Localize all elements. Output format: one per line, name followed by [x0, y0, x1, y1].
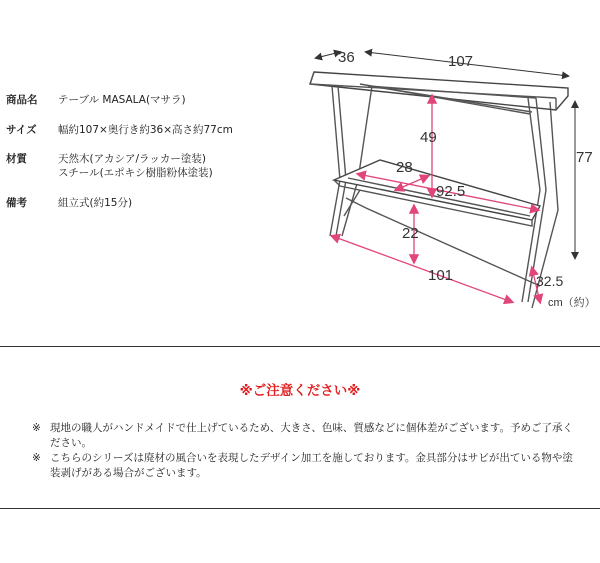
notice-item	[32, 451, 580, 481]
spec-label: 材質	[6, 153, 27, 165]
notice-item	[32, 421, 580, 451]
notice-mark: ※	[32, 452, 41, 464]
dim-depth: 36	[338, 49, 355, 66]
dim-height: 77	[576, 149, 593, 166]
dim-shelf-height: 22	[402, 225, 419, 242]
notice-text: 現地の職人がハンドメイドで仕上げているため、大きさ、色味、質感などに個体差がございます。予めご了承ください。	[50, 422, 574, 449]
spec-label: 商品名	[6, 94, 38, 106]
spec-value: 天然木(アカシア/ラッカー塗装)	[58, 153, 206, 165]
spec-label: サイズ	[6, 124, 37, 136]
dim-width: 107	[448, 53, 474, 70]
table-dimension-diagram	[300, 40, 600, 330]
dim-bottom-depth: 32.5	[536, 273, 564, 289]
dim-bottom-width: 101	[428, 267, 454, 284]
spec-value-2: スチール(エポキシ樹脂粉体塗装)	[58, 167, 213, 179]
notice-box	[0, 346, 600, 509]
spec-value: 組立式(約15分)	[58, 197, 133, 209]
dim-shelf-depth: 28	[396, 159, 413, 176]
notice-title: ※ご注意ください※	[239, 383, 361, 399]
spec-value: テーブル MASALA(マサラ)	[58, 94, 186, 106]
spec-label: 備考	[6, 197, 27, 209]
notice-mark: ※	[32, 422, 41, 434]
spec-value: 幅約107×奥行き約36×高さ約77cm	[58, 124, 233, 136]
dim-unit: cm（約）	[548, 297, 596, 309]
notice-text: こちらのシリーズは廃材の風合いを表現したデザイン加工を施しております。金具部分はサビが出ている物や塗装剥げがある場合がございます。	[50, 452, 573, 479]
dim-shelf-width: 92.5	[436, 183, 466, 200]
dim-leg-height: 49	[420, 129, 437, 146]
